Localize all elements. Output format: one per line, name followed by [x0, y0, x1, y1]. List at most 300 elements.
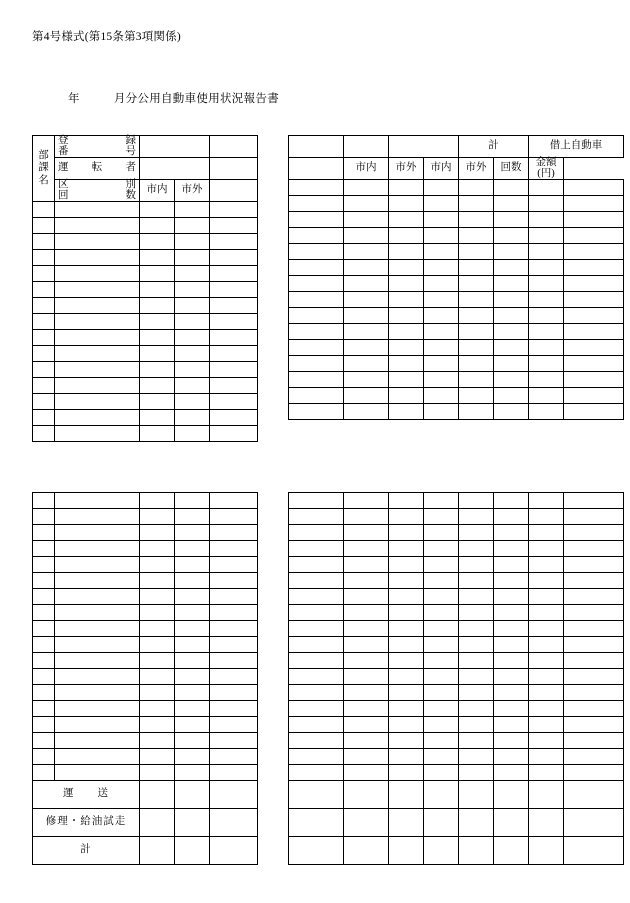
data-cell[interactable] [529, 260, 564, 276]
data-cell[interactable] [389, 557, 424, 573]
data-cell[interactable] [494, 749, 529, 765]
data-cell[interactable] [529, 573, 564, 589]
data-cell[interactable] [529, 669, 564, 685]
data-cell[interactable] [529, 212, 564, 228]
data-cell[interactable] [459, 509, 494, 525]
footer-data-cell[interactable] [289, 809, 344, 837]
data-cell[interactable] [55, 605, 140, 621]
data-cell[interactable] [289, 372, 344, 388]
data-cell[interactable] [175, 621, 210, 637]
data-cell[interactable] [564, 765, 624, 781]
data-cell[interactable] [210, 509, 258, 525]
data-cell[interactable] [289, 653, 344, 669]
data-cell[interactable] [33, 362, 55, 378]
data-cell[interactable] [33, 573, 55, 589]
data-cell[interactable] [140, 701, 175, 717]
data-cell[interactable] [424, 621, 459, 637]
data-cell[interactable] [564, 557, 624, 573]
footer-data-cell[interactable] [494, 837, 529, 865]
data-cell[interactable] [55, 298, 140, 314]
data-cell[interactable] [344, 372, 389, 388]
data-cell[interactable] [55, 410, 140, 426]
data-cell[interactable] [289, 573, 344, 589]
data-cell[interactable] [424, 372, 459, 388]
data-cell[interactable] [459, 388, 494, 404]
data-cell[interactable] [459, 717, 494, 733]
data-cell[interactable] [175, 637, 210, 653]
data-cell[interactable] [459, 621, 494, 637]
data-cell[interactable] [424, 509, 459, 525]
data-cell[interactable] [175, 362, 210, 378]
footer-data-cell[interactable] [140, 837, 175, 865]
data-cell[interactable] [494, 372, 529, 388]
data-cell[interactable] [459, 525, 494, 541]
data-cell[interactable] [55, 346, 140, 362]
data-cell[interactable] [210, 733, 258, 749]
data-cell[interactable] [424, 404, 459, 420]
data-cell[interactable] [344, 541, 389, 557]
data-cell[interactable] [344, 525, 389, 541]
data-cell[interactable] [424, 292, 459, 308]
data-cell[interactable] [344, 589, 389, 605]
data-cell[interactable] [424, 260, 459, 276]
data-cell[interactable] [389, 308, 424, 324]
data-cell[interactable] [459, 180, 494, 196]
data-cell[interactable] [210, 410, 258, 426]
data-cell[interactable] [529, 324, 564, 340]
data-cell[interactable] [344, 212, 389, 228]
data-cell[interactable] [344, 388, 389, 404]
data-cell[interactable] [289, 324, 344, 340]
data-cell[interactable] [424, 276, 459, 292]
data-cell[interactable] [564, 180, 624, 196]
data-cell[interactable] [33, 266, 55, 282]
data-cell[interactable] [55, 509, 140, 525]
data-cell[interactable] [494, 765, 529, 781]
data-cell[interactable] [424, 573, 459, 589]
data-cell[interactable] [55, 493, 140, 509]
data-cell[interactable] [140, 573, 175, 589]
data-cell[interactable] [494, 244, 529, 260]
data-cell[interactable] [175, 298, 210, 314]
data-cell[interactable] [55, 218, 140, 234]
data-cell[interactable] [210, 426, 258, 442]
data-cell[interactable] [529, 404, 564, 420]
data-cell[interactable] [494, 541, 529, 557]
data-cell[interactable] [210, 234, 258, 250]
data-cell[interactable] [344, 340, 389, 356]
data-cell[interactable] [289, 292, 344, 308]
data-cell[interactable] [210, 394, 258, 410]
data-cell[interactable] [344, 356, 389, 372]
data-cell[interactable] [289, 493, 344, 509]
data-cell[interactable] [459, 404, 494, 420]
data-cell[interactable] [55, 717, 140, 733]
data-cell[interactable] [33, 426, 55, 442]
data-cell[interactable] [459, 605, 494, 621]
data-cell[interactable] [33, 346, 55, 362]
data-cell[interactable] [55, 765, 140, 781]
data-cell[interactable] [564, 196, 624, 212]
data-cell[interactable] [289, 228, 344, 244]
data-cell[interactable] [564, 637, 624, 653]
data-cell[interactable] [564, 324, 624, 340]
data-cell[interactable] [564, 509, 624, 525]
data-cell[interactable] [344, 765, 389, 781]
data-cell[interactable] [33, 765, 55, 781]
footer-data-cell[interactable] [210, 837, 258, 865]
data-cell[interactable] [140, 202, 175, 218]
data-cell[interactable] [564, 685, 624, 701]
data-cell[interactable] [175, 717, 210, 733]
data-cell[interactable] [55, 330, 140, 346]
data-cell[interactable] [344, 685, 389, 701]
data-cell[interactable] [289, 557, 344, 573]
data-cell[interactable] [459, 669, 494, 685]
data-cell[interactable] [459, 228, 494, 244]
data-cell[interactable] [529, 717, 564, 733]
data-cell[interactable] [175, 525, 210, 541]
footer-data-cell[interactable] [175, 781, 210, 809]
data-cell[interactable] [33, 218, 55, 234]
data-cell[interactable] [175, 573, 210, 589]
data-cell[interactable] [529, 244, 564, 260]
data-cell[interactable] [175, 202, 210, 218]
data-cell[interactable] [33, 234, 55, 250]
data-cell[interactable] [55, 653, 140, 669]
data-cell[interactable] [55, 541, 140, 557]
data-cell[interactable] [529, 557, 564, 573]
data-cell[interactable] [210, 557, 258, 573]
data-cell[interactable] [344, 308, 389, 324]
data-cell[interactable] [55, 733, 140, 749]
data-cell[interactable] [459, 541, 494, 557]
data-cell[interactable] [344, 324, 389, 340]
data-cell[interactable] [175, 378, 210, 394]
data-cell[interactable] [289, 356, 344, 372]
data-cell[interactable] [289, 605, 344, 621]
data-cell[interactable] [33, 621, 55, 637]
data-cell[interactable] [389, 541, 424, 557]
data-cell[interactable] [389, 260, 424, 276]
data-cell[interactable] [210, 330, 258, 346]
footer-data-cell[interactable] [529, 837, 564, 865]
data-cell[interactable] [424, 653, 459, 669]
footer-data-cell[interactable] [424, 781, 459, 809]
data-cell[interactable] [459, 356, 494, 372]
data-cell[interactable] [33, 298, 55, 314]
data-cell[interactable] [389, 685, 424, 701]
data-cell[interactable] [33, 749, 55, 765]
data-cell[interactable] [175, 346, 210, 362]
data-cell[interactable] [175, 605, 210, 621]
data-cell[interactable] [175, 749, 210, 765]
footer-data-cell[interactable] [344, 781, 389, 809]
data-cell[interactable] [389, 324, 424, 340]
data-cell[interactable] [140, 557, 175, 573]
data-cell[interactable] [459, 701, 494, 717]
data-cell[interactable] [494, 212, 529, 228]
data-cell[interactable] [424, 701, 459, 717]
data-cell[interactable] [389, 372, 424, 388]
data-cell[interactable] [55, 589, 140, 605]
footer-data-cell[interactable] [289, 837, 344, 865]
data-cell[interactable] [289, 669, 344, 685]
data-cell[interactable] [140, 234, 175, 250]
data-cell[interactable] [564, 292, 624, 308]
data-cell[interactable] [494, 324, 529, 340]
data-cell[interactable] [529, 525, 564, 541]
data-cell[interactable] [564, 260, 624, 276]
footer-data-cell[interactable] [344, 837, 389, 865]
data-cell[interactable] [424, 765, 459, 781]
data-cell[interactable] [140, 605, 175, 621]
data-cell[interactable] [389, 621, 424, 637]
data-cell[interactable] [33, 410, 55, 426]
data-cell[interactable] [459, 212, 494, 228]
data-cell[interactable] [459, 765, 494, 781]
data-cell[interactable] [459, 557, 494, 573]
data-cell[interactable] [564, 621, 624, 637]
data-cell[interactable] [424, 493, 459, 509]
data-cell[interactable] [210, 202, 258, 218]
data-cell[interactable] [564, 669, 624, 685]
data-cell[interactable] [389, 525, 424, 541]
data-cell[interactable] [140, 733, 175, 749]
data-cell[interactable] [564, 605, 624, 621]
data-cell[interactable] [175, 557, 210, 573]
data-cell[interactable] [459, 573, 494, 589]
data-cell[interactable] [529, 637, 564, 653]
data-cell[interactable] [529, 749, 564, 765]
data-cell[interactable] [564, 525, 624, 541]
data-cell[interactable] [529, 493, 564, 509]
data-cell[interactable] [344, 244, 389, 260]
data-cell[interactable] [175, 589, 210, 605]
data-cell[interactable] [33, 250, 55, 266]
data-cell[interactable] [564, 244, 624, 260]
data-cell[interactable] [494, 557, 529, 573]
data-cell[interactable] [459, 685, 494, 701]
data-cell[interactable] [459, 637, 494, 653]
data-cell[interactable] [140, 298, 175, 314]
data-cell[interactable] [424, 669, 459, 685]
footer-data-cell[interactable] [289, 781, 344, 809]
data-cell[interactable] [55, 250, 140, 266]
data-cell[interactable] [55, 234, 140, 250]
footer-data-cell[interactable] [389, 809, 424, 837]
data-cell[interactable] [175, 410, 210, 426]
data-cell[interactable] [344, 621, 389, 637]
data-cell[interactable] [140, 525, 175, 541]
data-cell[interactable] [389, 228, 424, 244]
data-cell[interactable] [564, 356, 624, 372]
data-cell[interactable] [33, 717, 55, 733]
data-cell[interactable] [289, 276, 344, 292]
footer-data-cell[interactable] [494, 781, 529, 809]
data-cell[interactable] [289, 404, 344, 420]
data-cell[interactable] [564, 733, 624, 749]
data-cell[interactable] [529, 308, 564, 324]
data-cell[interactable] [389, 493, 424, 509]
footer-data-cell[interactable] [210, 809, 258, 837]
data-cell[interactable] [389, 637, 424, 653]
data-cell[interactable] [140, 541, 175, 557]
data-cell[interactable] [210, 621, 258, 637]
data-cell[interactable] [529, 356, 564, 372]
data-cell[interactable] [344, 653, 389, 669]
data-cell[interactable] [344, 605, 389, 621]
right-sub-blank-a[interactable] [289, 158, 344, 180]
data-cell[interactable] [289, 388, 344, 404]
data-cell[interactable] [389, 180, 424, 196]
data-cell[interactable] [289, 212, 344, 228]
data-cell[interactable] [389, 509, 424, 525]
data-cell[interactable] [564, 404, 624, 420]
data-cell[interactable] [424, 749, 459, 765]
footer-data-cell[interactable] [344, 809, 389, 837]
data-cell[interactable] [494, 493, 529, 509]
data-cell[interactable] [389, 388, 424, 404]
data-cell[interactable] [33, 525, 55, 541]
data-cell[interactable] [210, 314, 258, 330]
data-cell[interactable] [389, 340, 424, 356]
data-cell[interactable] [424, 605, 459, 621]
data-cell[interactable] [175, 669, 210, 685]
data-cell[interactable] [289, 244, 344, 260]
data-cell[interactable] [564, 372, 624, 388]
data-cell[interactable] [33, 314, 55, 330]
data-cell[interactable] [140, 685, 175, 701]
data-cell[interactable] [494, 669, 529, 685]
data-cell[interactable] [55, 266, 140, 282]
data-cell[interactable] [494, 276, 529, 292]
data-cell[interactable] [459, 196, 494, 212]
data-cell[interactable] [33, 653, 55, 669]
data-cell[interactable] [494, 653, 529, 669]
data-cell[interactable] [289, 637, 344, 653]
data-cell[interactable] [494, 340, 529, 356]
data-cell[interactable] [389, 573, 424, 589]
data-cell[interactable] [459, 653, 494, 669]
data-cell[interactable] [529, 180, 564, 196]
data-cell[interactable] [210, 378, 258, 394]
data-cell[interactable] [175, 330, 210, 346]
data-cell[interactable] [344, 404, 389, 420]
data-cell[interactable] [424, 308, 459, 324]
data-cell[interactable] [389, 589, 424, 605]
data-cell[interactable] [175, 685, 210, 701]
data-cell[interactable] [289, 765, 344, 781]
data-cell[interactable] [140, 346, 175, 362]
data-cell[interactable] [210, 637, 258, 653]
data-cell[interactable] [494, 196, 529, 212]
data-cell[interactable] [289, 308, 344, 324]
data-cell[interactable] [210, 298, 258, 314]
data-cell[interactable] [140, 266, 175, 282]
data-cell[interactable] [33, 589, 55, 605]
data-cell[interactable] [55, 362, 140, 378]
footer-data-cell[interactable] [424, 809, 459, 837]
data-cell[interactable] [529, 388, 564, 404]
data-cell[interactable] [459, 340, 494, 356]
footer-data-cell[interactable] [175, 809, 210, 837]
data-cell[interactable] [564, 541, 624, 557]
reg-value-cell[interactable] [140, 136, 210, 158]
data-cell[interactable] [33, 557, 55, 573]
data-cell[interactable] [33, 509, 55, 525]
data-cell[interactable] [140, 653, 175, 669]
data-cell[interactable] [289, 260, 344, 276]
data-cell[interactable] [564, 388, 624, 404]
footer-data-cell[interactable] [175, 837, 210, 865]
data-cell[interactable] [494, 621, 529, 637]
data-cell[interactable] [344, 509, 389, 525]
data-cell[interactable] [494, 404, 529, 420]
data-cell[interactable] [210, 266, 258, 282]
data-cell[interactable] [424, 196, 459, 212]
data-cell[interactable] [424, 685, 459, 701]
data-cell[interactable] [175, 765, 210, 781]
data-cell[interactable] [389, 733, 424, 749]
data-cell[interactable] [344, 557, 389, 573]
data-cell[interactable] [33, 493, 55, 509]
data-cell[interactable] [344, 717, 389, 733]
data-cell[interactable] [529, 733, 564, 749]
data-cell[interactable] [344, 573, 389, 589]
data-cell[interactable] [459, 733, 494, 749]
data-cell[interactable] [175, 266, 210, 282]
data-cell[interactable] [344, 637, 389, 653]
data-cell[interactable] [494, 228, 529, 244]
data-cell[interactable] [140, 426, 175, 442]
data-cell[interactable] [494, 525, 529, 541]
data-cell[interactable] [140, 378, 175, 394]
data-cell[interactable] [459, 308, 494, 324]
data-cell[interactable] [210, 525, 258, 541]
data-cell[interactable] [459, 589, 494, 605]
data-cell[interactable] [33, 202, 55, 218]
data-cell[interactable] [175, 218, 210, 234]
data-cell[interactable] [389, 749, 424, 765]
data-cell[interactable] [529, 276, 564, 292]
data-cell[interactable] [389, 292, 424, 308]
data-cell[interactable] [564, 340, 624, 356]
driver-value-cell[interactable] [140, 158, 210, 180]
data-cell[interactable] [210, 362, 258, 378]
data-cell[interactable] [529, 292, 564, 308]
data-cell[interactable] [175, 653, 210, 669]
data-cell[interactable] [289, 196, 344, 212]
data-cell[interactable] [55, 426, 140, 442]
data-cell[interactable] [55, 701, 140, 717]
data-cell[interactable] [175, 493, 210, 509]
data-cell[interactable] [494, 701, 529, 717]
data-cell[interactable] [459, 244, 494, 260]
data-cell[interactable] [529, 765, 564, 781]
data-cell[interactable] [344, 733, 389, 749]
data-cell[interactable] [175, 250, 210, 266]
data-cell[interactable] [344, 228, 389, 244]
data-cell[interactable] [424, 340, 459, 356]
data-cell[interactable] [140, 509, 175, 525]
data-cell[interactable] [210, 653, 258, 669]
data-cell[interactable] [344, 196, 389, 212]
data-cell[interactable] [344, 260, 389, 276]
data-cell[interactable] [33, 378, 55, 394]
data-cell[interactable] [389, 701, 424, 717]
data-cell[interactable] [210, 765, 258, 781]
